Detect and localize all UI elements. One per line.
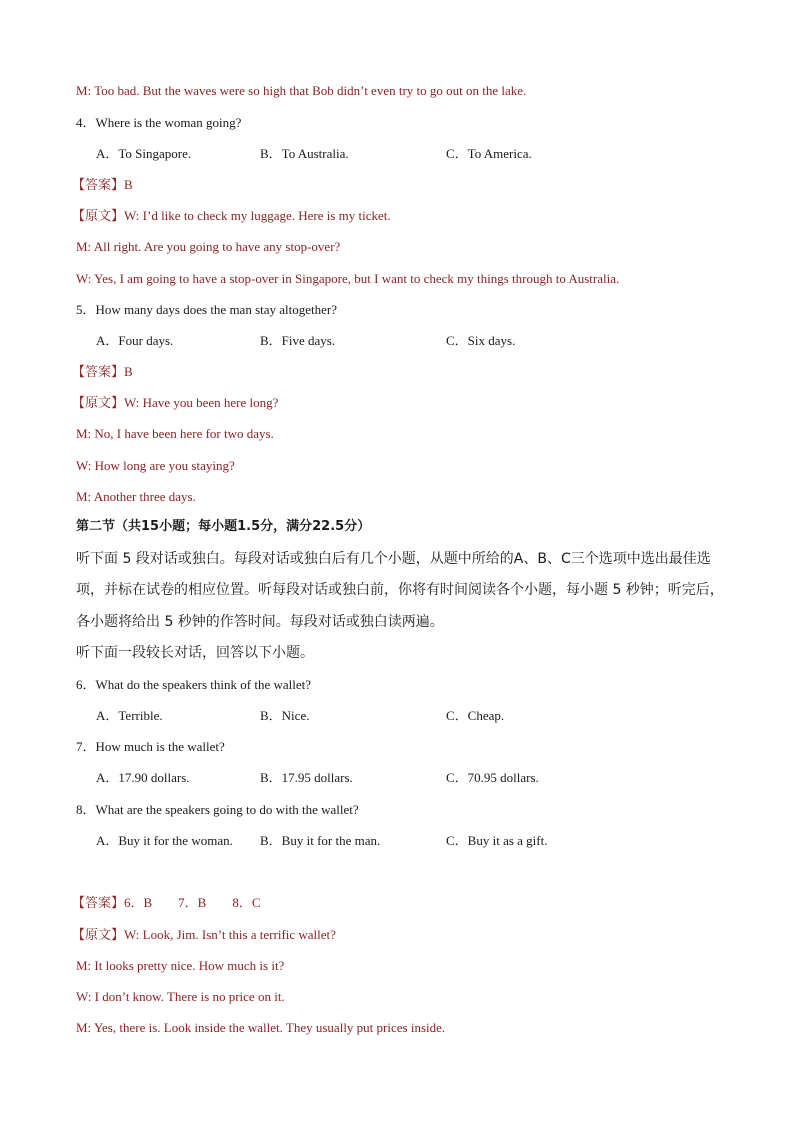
q6-8-script-line-1 — [72, 926, 336, 945]
q5-option-a: A．Four days. — [96, 333, 174, 348]
q8-option-b: B．Buy it for the man. — [260, 833, 381, 848]
q6-8-script-line-2: M: It looks pretty nice. How much is it? — [76, 958, 285, 973]
answer-values: 6．B 7．B 8．C — [124, 895, 261, 910]
instruction-line-2: 项，并标在试卷的相应位置。听每段对话或独白前，你将有时间阅读各个小题，每小题 5 秒钟；听完后， — [76, 582, 724, 598]
script-tag: 【原文】 — [72, 209, 125, 224]
question-5: 5．How many days does the man stay altogether? — [76, 302, 338, 317]
q4-script-line-1 — [72, 207, 391, 226]
q5-answer — [72, 363, 133, 382]
q4-script-line-2: M: All right. Are you going to have any stop-over? — [76, 239, 341, 254]
answer-value: B — [124, 364, 133, 379]
q5-script-line-4: M: Another three days. — [76, 489, 196, 504]
question-7: 7．How much is the wallet? — [76, 739, 225, 754]
script-text: W: Look, Jim. Isn’t this a terrific wallet? — [124, 927, 336, 942]
q8-option-c: C．Buy it as a gift. — [446, 833, 548, 848]
q4-script-line-3: W: Yes, I am going to have a stop-over in Singapore, but I want to check my things through to Australia. — [76, 271, 620, 286]
script-text: W: Have you been here long? — [124, 395, 279, 410]
script-line: M: Too bad. But the waves were so high that Bob didn’t even try to go out on the lake. — [76, 83, 527, 98]
answer-value: B — [124, 177, 133, 192]
question-8: 8．What are the speakers going to do with the wallet? — [76, 802, 359, 817]
q5-script-line-1 — [72, 394, 278, 413]
q6-option-a: A．Terrible. — [96, 708, 163, 723]
q6-option-c: C．Cheap. — [446, 708, 505, 723]
q4-option-b: B．To Australia. — [260, 146, 349, 161]
answer-tag: 【答案】 — [72, 365, 125, 380]
q5-option-b: B．Five days. — [260, 333, 336, 348]
q5-script-line-2: M: No, I have been here for two days. — [76, 426, 274, 441]
section-heading: 第二节（共15小题；每小题1.5分，满分22.5分） — [76, 519, 371, 534]
script-tag: 【原文】 — [72, 396, 125, 411]
q6-8-answers — [72, 894, 261, 913]
q6-option-b: B．Nice. — [260, 708, 310, 723]
instruction-line-3: 各小题将给出 5 秒钟的作答时间。每段对话或独白读两遍。 — [76, 614, 444, 630]
answer-tag: 【答案】 — [72, 896, 125, 911]
sub-instruction: 听下面一段较长对话，回答以下小题。 — [76, 645, 314, 661]
q5-option-c: C．Six days. — [446, 333, 516, 348]
script-tag: 【原文】 — [72, 928, 125, 943]
answer-tag: 【答案】 — [72, 178, 125, 193]
question-4: 4．Where is the woman going? — [76, 115, 242, 130]
instruction-line-1: 听下面 5 段对话或独白。每段对话或独白后有几个小题，从题中所给的A、B、C三个选项中选出最佳选 — [76, 551, 711, 567]
q7-option-a: A．17.90 dollars. — [96, 770, 190, 785]
q8-option-a: A．Buy it for the woman. — [96, 833, 233, 848]
script-text: W: I’d like to check my luggage. Here is my ticket. — [124, 208, 391, 223]
q7-option-b: B．17.95 dollars. — [260, 770, 353, 785]
q7-option-c: C．70.95 dollars. — [446, 770, 539, 785]
q4-option-a: A．To Singapore. — [96, 146, 192, 161]
q6-8-script-line-3: W: I don’t know. There is no price on it. — [76, 989, 285, 1004]
q5-script-line-3: W: How long are you staying? — [76, 458, 235, 473]
q6-8-script-line-4: M: Yes, there is. Look inside the wallet. They usually put prices inside. — [76, 1020, 446, 1035]
q4-answer — [72, 176, 133, 195]
question-6: 6．What do the speakers think of the wallet? — [76, 677, 312, 692]
q4-option-c: C．To America. — [446, 146, 532, 161]
